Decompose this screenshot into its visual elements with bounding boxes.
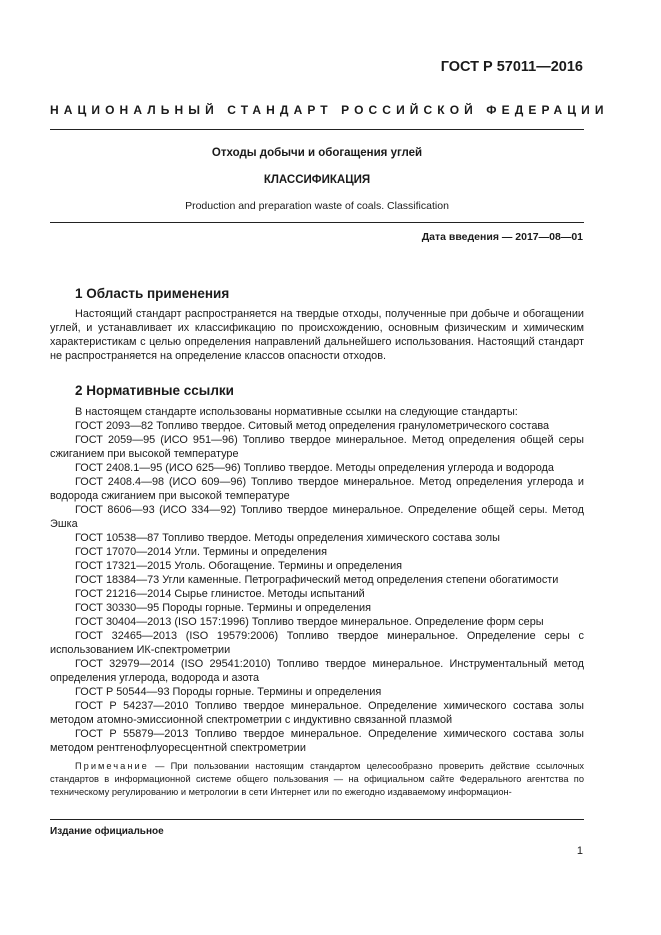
- header-divider: [50, 129, 584, 130]
- document-code: ГОСТ Р 57011—2016: [440, 59, 583, 75]
- reference-item: ГОСТ Р 55879—2013 Топливо твердое минеральное. Определение химического состава золы методом рентгенофлуоресцентной спектрометрии: [50, 728, 584, 754]
- note-text: — При пользовании настоящим стандартом целесообразно проверить действие ссылочных стандартов в информационной системе общего пользования — на официальном сайте Федерального агентства по техническому регулированию и метрологии в сети Интернет или по ежегодно издаваемому информацион-: [50, 761, 584, 797]
- reference-item: ГОСТ 17321—2015 Уголь. Обогащение. Термины и определения: [75, 560, 403, 572]
- reference-item: ГОСТ Р 50544—93 Породы горные. Термины и определения: [75, 686, 382, 698]
- reference-item: ГОСТ 32465—2013 (ISO 19579:2006) Топливо твердое минеральное. Определение серы с использованием ИК-спектрометрии: [50, 630, 584, 656]
- note-label: Примечание: [75, 761, 149, 771]
- section-2-references: [50, 405, 584, 755]
- note: [50, 760, 584, 799]
- reference-item: ГОСТ 17070—2014 Угли. Термины и определения: [75, 546, 328, 558]
- reference-item: ГОСТ 8606—93 (ИСО 334—92) Топливо твердое минеральное. Определение общей серы. Метод Эшка: [50, 504, 584, 530]
- section-1-title: 1 Область применения: [75, 286, 230, 301]
- reference-item: В настоящем стандарте использованы нормативные ссылки на следующие стандарты:: [75, 406, 518, 418]
- document-subtitle: КЛАССИФИКАЦИЯ: [263, 174, 371, 186]
- reference-item: ГОСТ 30404—2013 (ISO 157:1996) Топливо твердое минеральное. Определение форм серы: [75, 616, 544, 628]
- footer-divider: [50, 819, 584, 820]
- reference-item: ГОСТ 2408.4—98 (ИСО 609—96) Топливо твердое минеральное. Метод определения углерода и водорода сжиганием при высокой температуре: [50, 476, 584, 502]
- introduction-date: Дата введения — 2017—08—01: [421, 231, 583, 243]
- page-number: 1: [576, 845, 583, 857]
- reference-item: ГОСТ Р 54237—2010 Топливо твердое минеральное. Определение химического состава золы методом атомно-эмиссионной спектрометрии с индуктивно связанной плазмой: [50, 700, 584, 726]
- reference-item: ГОСТ 2059—95 (ИСО 951—96) Топливо твердое минеральное. Метод определения общей серы сжиганием при высокой температуре: [50, 434, 584, 460]
- reference-item: ГОСТ 2093—82 Топливо твердое. Ситовый метод определения гранулометрического состава: [75, 420, 550, 432]
- title-divider: [50, 222, 584, 223]
- official-edition-label: Издание официальное: [50, 826, 164, 837]
- reference-item: ГОСТ 21216—2014 Сырье глинистое. Методы испытаний: [75, 588, 365, 600]
- national-standard-heading: НАЦИОНАЛЬНЫЙ СТАНДАРТ РОССИЙСКОЙ ФЕДЕРАЦИИ: [50, 103, 609, 117]
- reference-item: ГОСТ 30330—95 Породы горные. Термины и определения: [75, 602, 372, 614]
- section-1-body: Настоящий стандарт распространяется на твердые отходы, полученные при добыче и обогащении углей, и устанавливает их классификацию по происхождению, основным физическим и химическим характеристикам с целью определения направлений дальнейшего использования. Настоящий стандарт не распространяется на определение классов опасности отходов.: [50, 308, 584, 362]
- reference-item: ГОСТ 32979—2014 (ISO 29541:2010) Топливо твердое минеральное. Инструментальный метод определения углерода, водорода и азота: [50, 658, 584, 684]
- section-2-title: 2 Нормативные ссылки: [75, 383, 234, 398]
- document-title-english: Production and preparation waste of coals. Classification: [185, 200, 449, 212]
- document-title: Отходы добычи и обогащения углей: [211, 147, 423, 159]
- reference-item: ГОСТ 10538—87 Топливо твердое. Методы определения химического состава золы: [75, 532, 500, 544]
- reference-item: ГОСТ 18384—73 Угли каменные. Петрографический метод определения степени обогатимости: [75, 574, 559, 586]
- reference-item: ГОСТ 2408.1—95 (ИСО 625—96) Топливо твердое. Методы определения углерода и водорода: [75, 462, 554, 474]
